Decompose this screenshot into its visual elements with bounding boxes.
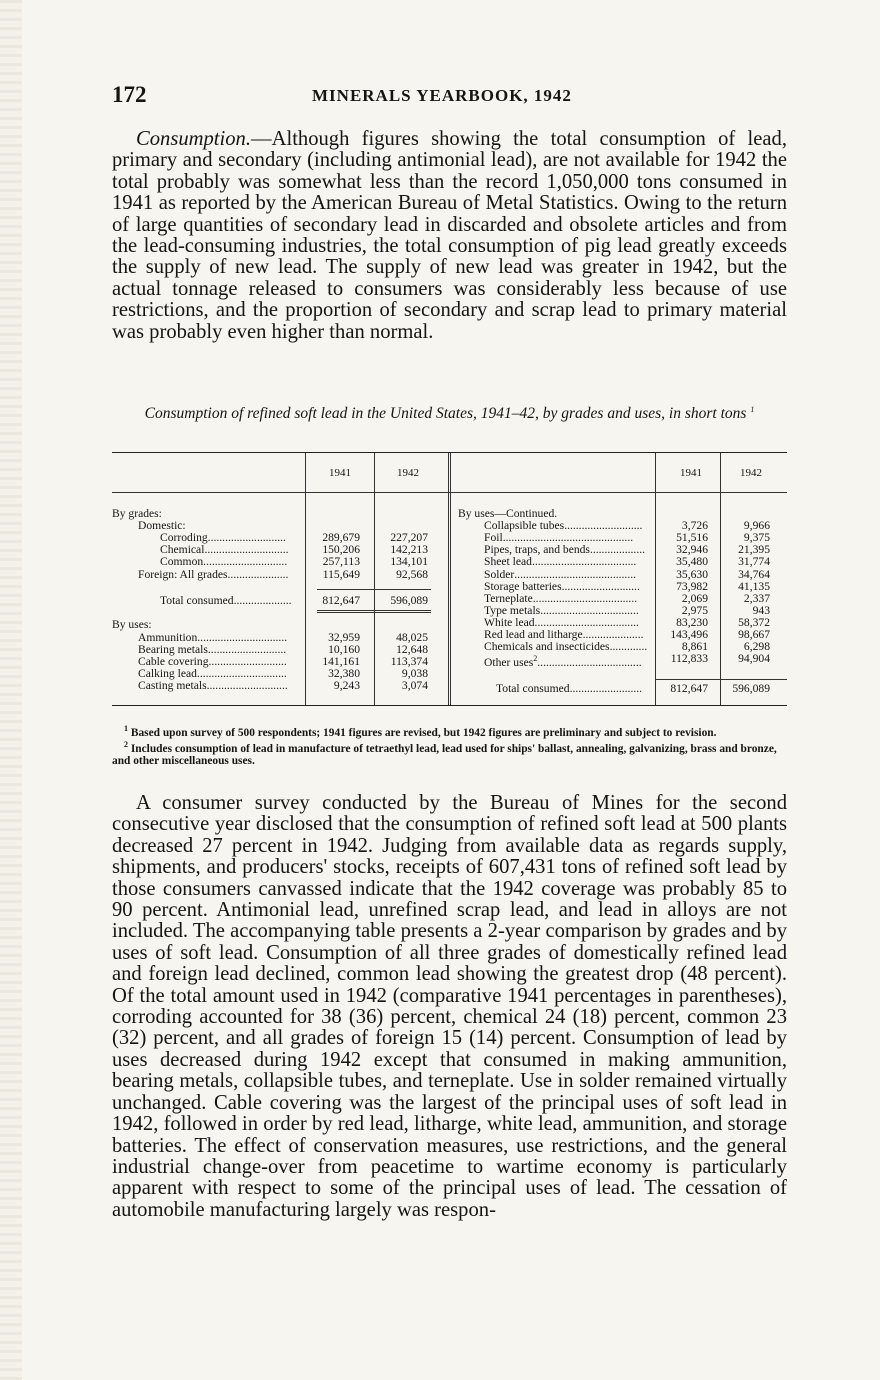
row-label-text: Cable covering <box>138 655 209 668</box>
dot-leader: ........................... <box>207 643 287 656</box>
row-label-text: Pipes, traps, and bends <box>484 543 590 556</box>
dot-leader: ............................... <box>196 667 287 680</box>
dot-leader: .................................. <box>540 604 639 617</box>
value-1942: 227,207 <box>390 531 428 544</box>
dot-leader: .................... <box>233 594 292 607</box>
running-title: MINERALS YEARBOOK, 1942 <box>312 86 572 105</box>
table-row <box>112 619 442 631</box>
dot-leader: ............................ <box>206 679 288 692</box>
paragraph-text: —Although figures showing the total consumption of lead, primary and secondary (including antimonial lead), are not available for 1942 the total probably was somewhat less than the record 1,050,000 tons consumed in 1941 as reported by the American Bureau of Metal Statistics. Owing to the return of large quantities of secondary lead in discarded and obsolete articles and from the lead-consuming industries, the total consumption of pig lead greatly exceeds the supply of new lead. The supply of new lead was greater in 1942, but the actual tonnage released to consumers was considerably less because of use restrictions, and the proportion of secondary and scrap lead to primary material was probably even higher than normal. <box>112 128 787 343</box>
value-1941: 83,230 <box>676 616 708 629</box>
row-label-text: Red lead and litharge <box>484 628 583 641</box>
caption-text: Consumption of refined soft lead in the United States, 1941–42, by grades and uses, in short tons <box>144 405 747 423</box>
row-label <box>138 569 288 581</box>
value-1941: 812,647 <box>670 682 708 695</box>
footnote-mark: 1 <box>124 724 128 733</box>
row-label-text: Domestic: <box>138 519 186 532</box>
paragraph-lead-in: Consumption. <box>136 128 251 150</box>
value-1942: 12,648 <box>396 643 428 656</box>
table-row <box>112 556 442 568</box>
value-1942: 6,298 <box>743 640 770 653</box>
value-1942: 58,372 <box>738 616 770 629</box>
table-row <box>458 652 787 669</box>
value-1941: 289,679 <box>322 531 360 544</box>
dot-leader: .......................................... <box>514 568 637 581</box>
value-1941: 51,516 <box>676 531 708 544</box>
dot-leader: ........................... <box>207 531 286 544</box>
value-1941: 32,946 <box>676 543 708 556</box>
row-label-text: Chemical <box>160 543 205 556</box>
value-1941: 812,647 <box>322 594 360 607</box>
table-caption <box>112 401 787 423</box>
dot-leader: ..................... <box>582 628 644 641</box>
row-label-text: Type metals <box>484 604 541 617</box>
table-row <box>112 680 442 692</box>
dot-leader: ........................... <box>564 519 643 532</box>
subtotal-rule <box>317 589 431 590</box>
row-label-text: Total consumed <box>496 682 570 695</box>
value-1942: 92,568 <box>396 568 428 581</box>
dot-leader: ................... <box>589 543 646 556</box>
value-1941: 35,630 <box>676 568 708 581</box>
value-1941: 141,161 <box>322 655 360 668</box>
value-1942: 48,025 <box>396 631 428 644</box>
paragraph-consumer-survey <box>112 793 787 1221</box>
dot-leader: .................................... <box>534 616 639 629</box>
row-label <box>484 653 642 669</box>
dot-leader: .................................... <box>537 655 642 669</box>
row-label-text: Bearing metals <box>138 643 208 656</box>
footnote-text: Based upon survey of 500 respondents; 1941 figures are revised, but 1942 figures are preliminary and subject to revision. <box>130 726 717 739</box>
row-label <box>496 683 642 695</box>
table-footnotes <box>112 723 787 768</box>
lead-consumption-table <box>112 452 787 706</box>
paragraph-text: A consumer survey conducted by the Bureau of Mines for the second consecutive year disclosed that the consumption of refined soft lead at 500 plants decreased 27 percent in 1942. Judging from available data as regards supply, shipments, and producers' stocks, receipts of 607,431 tons of refined soft lead by those consumers canvassed indicate that the 1942 coverage was probably 85 to 90 percent. Antimonial lead, unrefined scrap lead, and lead in alloys are not included. The accompanying table presents a 2-year comparison by grades and by uses of soft lead. Consumption of all three grades of domestically refined lead and foreign lead declined, common lead showing the greatest drop (48 percent). Of the total amount used in 1942 (comparative 1941 percentages in parentheses), corroding accounted for 38 (36) percent, chemical 24 (18) percent, common 23 (32) percent, and all grades of foreign 15 (14) percent. Consumption of lead by uses decreased during 1942 except that consumed in making ammunition, bearing metals, collapsible tubes, and terneplate. Use in solder remained virtually unchanged. Cable covering was the largest of the principal uses of soft lead in 1942, followed in order by red lead, litharge, white lead, ammunition, and storage batteries. The effect of conservation measures, use restrictions, and the general industrial change-over from peacetime to wartime economy is particularly apparent with respect to some of the principal uses of lead. The cessation of automobile manufacturing largely was respon- <box>112 792 787 1221</box>
page-header <box>112 82 787 112</box>
value-1941: 73,982 <box>676 580 708 593</box>
value-1942: 596,089 <box>732 682 770 695</box>
center-double-rule <box>448 453 451 705</box>
dot-leader: .................................... <box>531 555 637 568</box>
row-label-text: Storage batteries <box>484 580 562 593</box>
row-label-text: Sheet lead <box>484 555 532 568</box>
value-1942: 943 <box>752 604 770 617</box>
value-1941: 150,206 <box>322 543 360 556</box>
row-label-text: Solder <box>484 568 515 581</box>
dot-leader: ............................... <box>197 631 288 644</box>
row-label <box>160 556 287 568</box>
row-label-text: Foreign: All grades <box>138 568 228 581</box>
row-label-text: Other uses <box>484 655 534 669</box>
value-1941: 8,861 <box>681 640 708 653</box>
row-label-text: Casting metals <box>138 679 207 692</box>
page-number: 172 <box>112 82 147 107</box>
value-1942: 142,213 <box>390 543 428 556</box>
value-1941: 2,069 <box>681 592 708 605</box>
value-1941: 143,496 <box>670 628 708 641</box>
row-label-text: By uses: <box>112 618 152 631</box>
value-1942: 31,774 <box>738 555 770 568</box>
value-1941: 10,160 <box>328 643 360 656</box>
row-label-text: Terneplate <box>484 592 533 605</box>
row-label <box>484 641 647 653</box>
row-label-text: Foil <box>484 531 503 544</box>
dot-leader: ............................. <box>204 543 289 556</box>
value-1941: 115,649 <box>322 568 360 581</box>
dot-leader: ............. <box>609 640 648 653</box>
value-1942: 9,966 <box>743 519 770 532</box>
dot-leader: ........................... <box>208 655 287 668</box>
caption-footnote-mark: 1 <box>750 405 755 414</box>
row-label-text: Ammunition <box>138 631 198 644</box>
subtotal-rule <box>317 612 431 613</box>
column-header-1942: 1942 <box>397 467 419 479</box>
table-row <box>112 569 442 581</box>
row-label-text: Calking lead <box>138 667 197 680</box>
row-label <box>112 619 152 631</box>
dot-leader: ......................... <box>569 682 643 695</box>
column-header-1941: 1941 <box>329 467 351 479</box>
value-1942: 34,764 <box>738 568 770 581</box>
row-label-text: Total consumed <box>160 594 234 607</box>
value-1942: 2,337 <box>743 592 770 605</box>
row-label <box>138 680 288 692</box>
column-header-1942-right: 1942 <box>740 467 762 479</box>
value-1942: 41,135 <box>738 580 770 593</box>
row-label-text: Corroding <box>160 531 208 544</box>
value-1941: 32,959 <box>328 631 360 644</box>
row-label-text: Chemicals and insecticides <box>484 640 610 653</box>
value-1942: 98,667 <box>738 628 770 641</box>
dot-leader: .................................... <box>532 592 638 605</box>
footnote-2 <box>112 739 787 768</box>
value-1941: 35,480 <box>676 555 708 568</box>
row-footnote-mark: 2 <box>533 654 538 663</box>
value-1942: 134,101 <box>390 555 428 568</box>
dot-leader: ............................................. <box>502 531 634 544</box>
paragraph-consumption <box>112 129 787 343</box>
row-label-text: Collapsible tubes <box>484 519 565 532</box>
column-header-1941-right: 1941 <box>680 467 702 479</box>
total-rule <box>655 679 787 680</box>
value-1941: 3,726 <box>681 519 708 532</box>
value-1942: 3,074 <box>401 679 428 692</box>
subtotal-rule <box>317 610 431 611</box>
value-1941: 32,380 <box>328 667 360 680</box>
value-1941: 112,833 <box>670 652 708 665</box>
value-1941: 257,113 <box>322 555 360 568</box>
value-1941: 9,243 <box>333 679 360 692</box>
table-row <box>458 683 787 695</box>
value-1942: 113,374 <box>390 655 428 668</box>
value-1942: 21,395 <box>738 543 770 556</box>
row-label-text: By grades: <box>112 507 162 520</box>
value-1942: 9,375 <box>743 531 770 544</box>
footnote-text: Includes consumption of lead in manufacture of tetraethyl lead, lead used for ships' ballast, annealing, galvanizing, brass and bronze, and other miscellaneous uses. <box>112 743 777 768</box>
dot-leader: ..................... <box>227 568 289 581</box>
header-rule <box>112 492 787 493</box>
row-label-text: Common <box>160 555 204 568</box>
table-row <box>112 595 442 607</box>
dot-leader: ............................. <box>203 555 288 568</box>
scan-margin-texture <box>0 0 22 1380</box>
row-label <box>160 595 292 607</box>
footnote-1 <box>112 723 787 739</box>
table-row <box>458 556 787 568</box>
row-label-text: White lead <box>484 616 535 629</box>
value-1941: 2,975 <box>681 604 708 617</box>
dot-leader: ........................... <box>561 580 640 593</box>
row-label-text: By uses—Continued. <box>458 507 558 520</box>
value-1942: 9,038 <box>401 667 428 680</box>
value-1942: 94,904 <box>738 652 770 665</box>
value-1942: 596,089 <box>390 594 428 607</box>
footnote-mark: 2 <box>124 740 128 750</box>
row-label <box>484 556 636 568</box>
